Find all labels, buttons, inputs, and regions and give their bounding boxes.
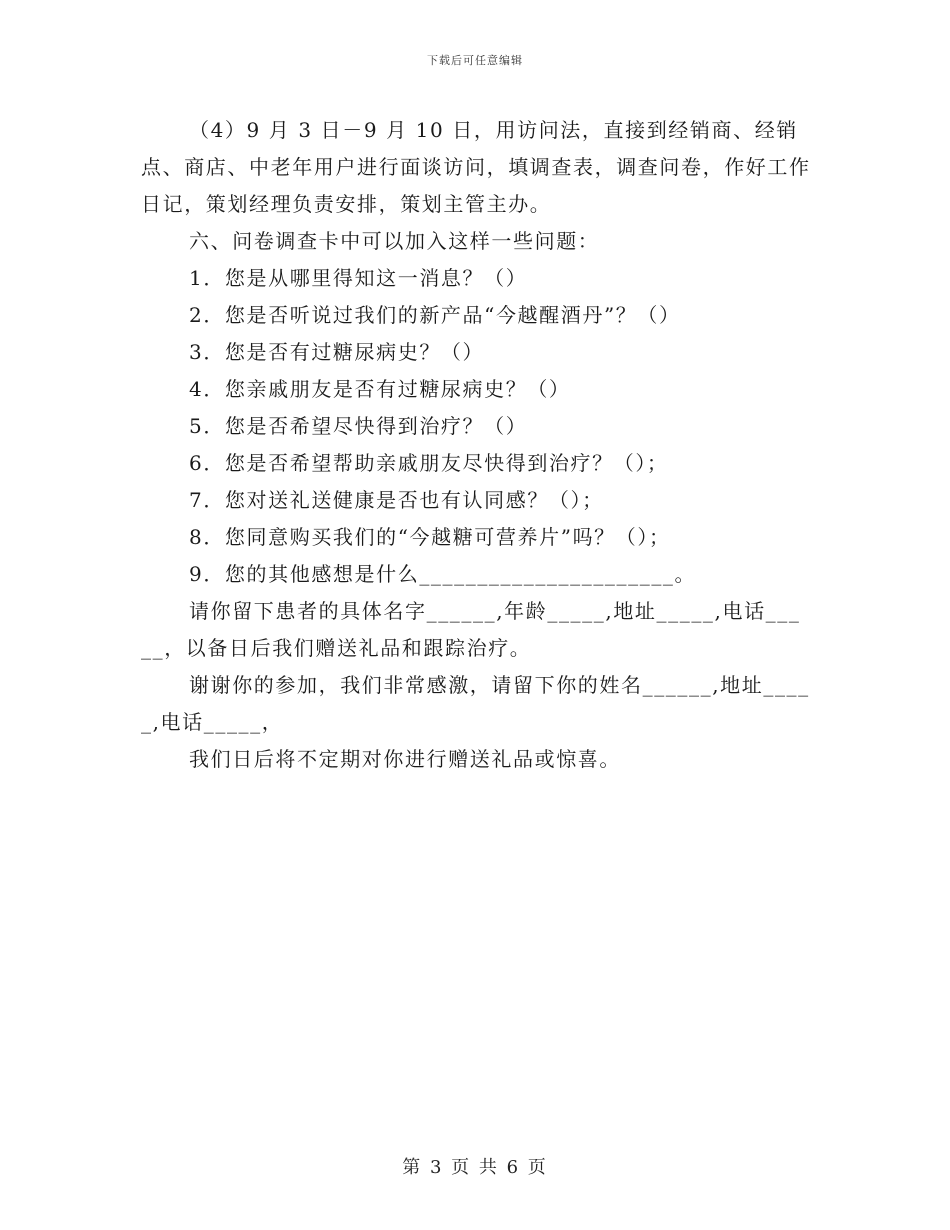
question-item-1: 1．您是从哪里得知这一消息？（） bbox=[189, 266, 528, 290]
question-item-3: 3．您是否有过糖尿病史？（） bbox=[189, 340, 485, 364]
section-heading-questionnaire: 六、问卷调查卡中可以加入这样一些问题： bbox=[189, 229, 600, 253]
patient-info-request: 请你留下患者的具体名字______,年龄_____,地址_____,电话_____，以备日后我们赠送礼品和跟踪治疗。 bbox=[141, 599, 801, 660]
question-item-2: 2．您是否听说过我们的新产品“今越醒酒丹”？（） bbox=[189, 303, 681, 327]
question-item-9: 9．您的其他感想是什么______________________。 bbox=[189, 562, 697, 586]
page-header: 下载后可任意编辑 bbox=[427, 54, 523, 67]
thank-you-paragraph: 谢谢你的参加，我们非常感激，请留下你的姓名______,地址_____,电话_____， bbox=[141, 673, 810, 734]
question-item-7: 7．您对送礼送健康是否也有认同感？（）； bbox=[189, 488, 604, 512]
question-item-5: 5．您是否希望尽快得到治疗？（） bbox=[189, 414, 528, 438]
question-item-8: 8．您同意购买我们的“今越糖可营养片”吗？（）； bbox=[189, 525, 671, 549]
page-footer: 第 3 页 共 6 页 bbox=[402, 1157, 548, 1178]
document-body bbox=[141, 112, 811, 778]
paragraph-schedule: （4）9 月 3 日－9 月 10 日，用访问法，直接到经销商、经销点、商店、中老年用户进行面谈访问，填调查表，调查问卷，作好工作日记，策划经理负责安排，策划主管主办。 bbox=[141, 118, 811, 216]
question-item-4: 4．您亲戚朋友是否有过糖尿病史？（） bbox=[189, 377, 571, 401]
question-item-6: 6．您是否希望帮助亲戚朋友尽快得到治疗？（）； bbox=[189, 451, 669, 475]
closing-paragraph: 我们日后将不定期对你进行赠送礼品或惊喜。 bbox=[189, 747, 621, 771]
